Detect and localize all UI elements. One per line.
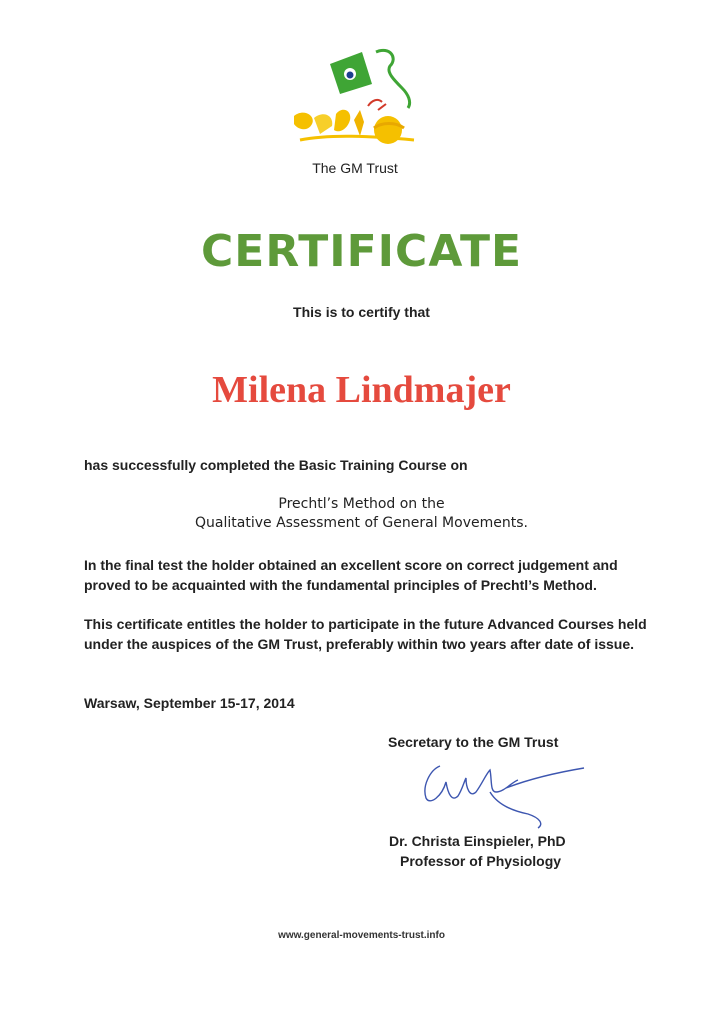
org-name: The GM Trust (312, 160, 398, 176)
place-date: Warsaw, September 15-17, 2014 (84, 695, 295, 711)
course-title-line-1: Prechtl’s Method on the (278, 496, 445, 512)
gm-trust-logo-icon (290, 44, 430, 162)
completed-line: has successfully completed the Basic Training Course on (84, 457, 468, 473)
course-title-line-2: Qualitative Assessment of General Movements. (195, 515, 528, 531)
signature-image (412, 752, 587, 832)
signatory-title: Professor of Physiology (400, 853, 562, 869)
recipient-name: Milena Lindmajer (212, 369, 511, 411)
certificate-title: CERTIFICATE (200, 226, 523, 277)
course-title (0, 495, 723, 533)
signatory-name: Dr. Christa Einspieler, PhD (389, 833, 566, 849)
certify-intro: This is to certify that (293, 304, 430, 320)
footer-url: www.general-movements-trust.info (278, 930, 445, 941)
signatory-role: Secretary to the GM Trust (388, 734, 559, 750)
entitlement-paragraph: This certificate entitles the holder to participate in the future Advanced Courses held under the auspices of the GM Trust, preferably within two years after date of issue. (84, 616, 647, 652)
final-test-paragraph: In the final test the holder obtained an excellent score on correct judgement and proved to be acquainted with the fundamental principles of Prechtl’s Method. (84, 557, 618, 593)
